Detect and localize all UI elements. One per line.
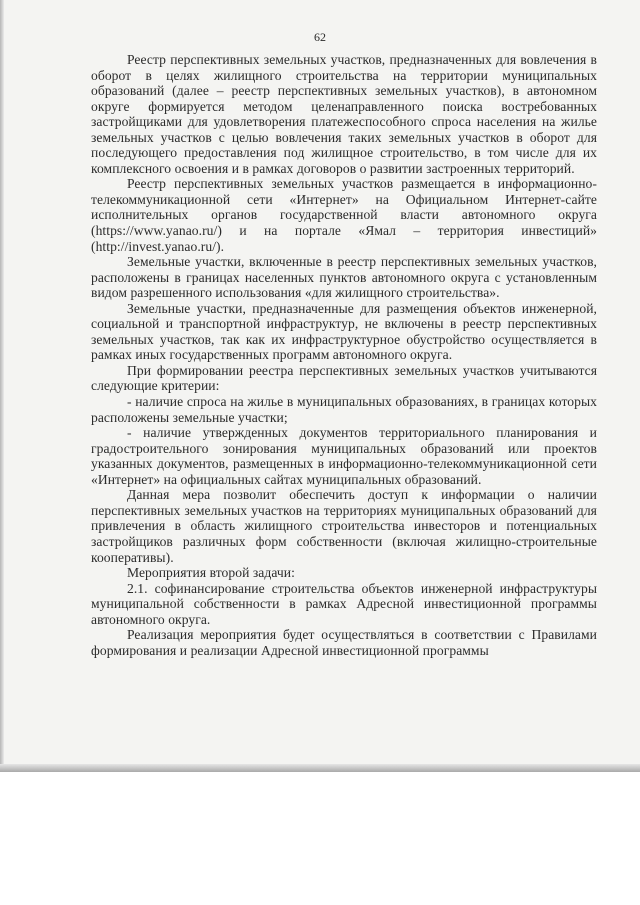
document-body (91, 52, 597, 658)
paragraph-land-plots-location: Земельные участки, включенные в реестр перспективных земельных участков, расположены в границах населенных пунктов автономного округа с установленным видом разрешенного использования «для жилищного строительства». (91, 254, 597, 301)
paragraph-implementation: Реализация мероприятия будет осуществляться в соответствии с Правилами формирования и реализации Адресной инвестиционной программы (91, 627, 597, 658)
scan-bottom-edge (0, 764, 640, 772)
paragraph-measure-effect: Данная мера позволит обеспечить доступ к информации о наличии перспективных земельных участков на территориях муниципальных образований для привлечения в область жилищного строительства инвесторов и потенциальных застройщиков различных форм собственности (включая жилищно-строительные кооперативы). (91, 487, 597, 565)
paragraph-land-registry-formation: Реестр перспективных земельных участков, предназначенных для вовлечения в оборот в целях жилищного строительства на территории муниципальных образований (далее – реестр перспективных земельных участков), в автономном округе формируется методом целенаправленного поиска востребованных застройщиками для удовлетворения платежеспособного спроса населения на жилье земельных участков с целью вовлечения таких земельных участков в оборот для последующего предоставления под жилищное строительство, в том числе для их комплексного освоения и в рамках договоров о развитии застроенных территорий. (91, 52, 597, 176)
paragraph-infrastructure-plots: Земельные участки, предназначенные для размещения объектов инженерной, социальной и транспортной инфраструктур, не включены в реестр перспективных земельных участков, так как их инфраструктурное обустройство осуществляется в рамках иных государственных программ автономного округа. (91, 300, 597, 363)
paragraph-criteria-intro: При формировании реестра перспективных земельных участков учитываются следующие критерии: (91, 362, 597, 394)
paragraph-measure-2-1: 2.1. софинансирование строительства объектов инженерной инфраструктуры муниципальной собственности в рамках Адресной инвестиционной программы автономного округа. (91, 580, 597, 627)
list-item-planning-documents-criterion: - наличие утвержденных документов территориального планирования и градостроительного зонирования муниципальных образований или проектов указанных документов, размещенных в информационно-телекоммуникационной сети «Интернет» на официальных сайтах муниципальных образований. (91, 425, 597, 487)
paragraph-registry-publication: Реестр перспективных земельных участков размещается в информационно-телекоммуникационной сети «Интернет» на Официальном Интернет-сайте исполнительных органов государственной власти автономного округа (https://www.yanao.ru/) и на портале «Ямал – территория инвестиций» (http://invest.yanao.ru/). (91, 176, 597, 254)
blank-area (0, 772, 640, 905)
page-number: 62 (314, 30, 326, 44)
paragraph-second-task-heading: Мероприятия второй задачи: (127, 565, 295, 581)
list-item-demand-criterion: - наличие спроса на жилье в муниципальных образованиях, в границах которых расположены земельные участки; (91, 394, 597, 425)
scan-left-edge (0, 0, 4, 772)
